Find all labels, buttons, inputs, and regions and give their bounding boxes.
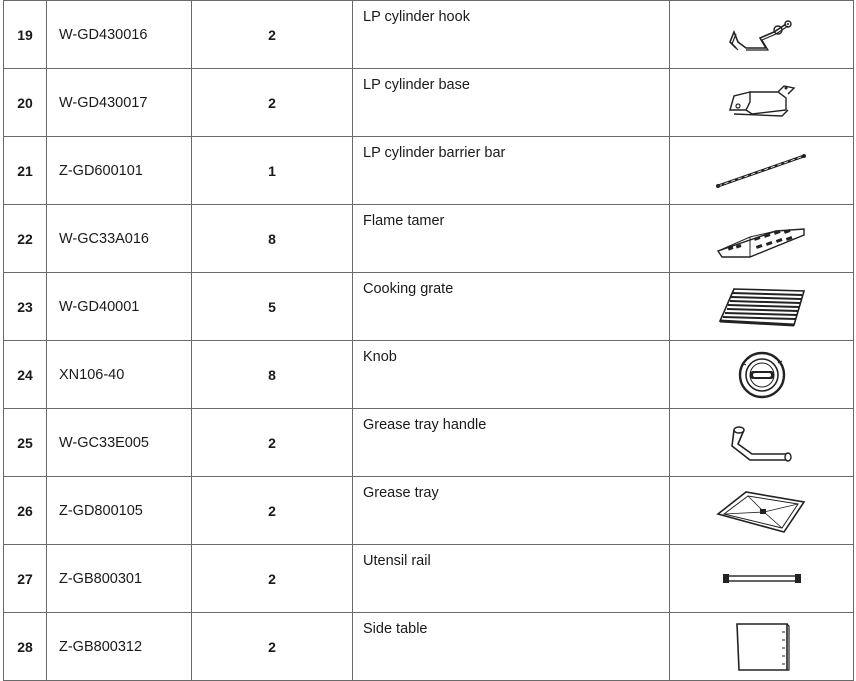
table-row [4, 69, 854, 137]
table-row [4, 341, 854, 409]
part-quantity: 5 [192, 273, 353, 341]
barrier-bar-icon [712, 148, 812, 194]
cylinder-base-icon [722, 80, 802, 126]
part-number: 27 [4, 545, 47, 613]
part-number: 28 [4, 613, 47, 681]
part-code: Z-GD800105 [47, 477, 192, 545]
table-row [4, 137, 854, 205]
part-quantity: 2 [192, 69, 353, 137]
table-row [4, 613, 854, 681]
part-description: LP cylinder barrier bar [353, 137, 670, 205]
part-code: Z-GD600101 [47, 137, 192, 205]
table-row [4, 205, 854, 273]
part-quantity: 1 [192, 137, 353, 205]
tray-handle-icon [722, 420, 802, 466]
grease-tray-icon [714, 486, 810, 536]
part-quantity: 8 [192, 205, 353, 273]
part-code: W-GD40001 [47, 273, 192, 341]
part-quantity: 2 [192, 545, 353, 613]
part-number: 20 [4, 69, 47, 137]
part-number: 21 [4, 137, 47, 205]
part-description: Cooking grate [353, 273, 670, 341]
part-code: W-GC33E005 [47, 409, 192, 477]
part-code: Z-GB800312 [47, 613, 192, 681]
table-row [4, 477, 854, 545]
part-description: Flame tamer [353, 205, 670, 273]
side-table-icon [727, 620, 797, 674]
cylinder-hook-icon [722, 12, 802, 58]
table-row [4, 273, 854, 341]
part-quantity: 8 [192, 341, 353, 409]
part-number: 19 [4, 1, 47, 69]
part-description: LP cylinder base [353, 69, 670, 137]
part-quantity: 2 [192, 1, 353, 69]
part-quantity: 2 [192, 477, 353, 545]
part-description: Side table [353, 613, 670, 681]
part-number: 24 [4, 341, 47, 409]
part-quantity: 2 [192, 409, 353, 477]
part-code: XN106-40 [47, 341, 192, 409]
parts-list-table [3, 0, 854, 681]
part-quantity: 2 [192, 613, 353, 681]
part-description: LP cylinder hook [353, 1, 670, 69]
part-number: 22 [4, 205, 47, 273]
part-number: 26 [4, 477, 47, 545]
flame-tamer-icon [714, 215, 810, 263]
part-code: W-GD430016 [47, 1, 192, 69]
cooking-grate-icon [714, 283, 810, 331]
part-code: Z-GB800301 [47, 545, 192, 613]
part-description: Knob [353, 341, 670, 409]
table-row [4, 545, 854, 613]
part-code: W-GC33A016 [47, 205, 192, 273]
table-row [4, 409, 854, 477]
knob-icon [732, 349, 792, 401]
table-row [4, 1, 854, 69]
part-number: 23 [4, 273, 47, 341]
part-code: W-GD430017 [47, 69, 192, 137]
utensil-rail-icon [717, 564, 807, 594]
part-description: Grease tray [353, 477, 670, 545]
part-number: 25 [4, 409, 47, 477]
part-description: Grease tray handle [353, 409, 670, 477]
part-description: Utensil rail [353, 545, 670, 613]
